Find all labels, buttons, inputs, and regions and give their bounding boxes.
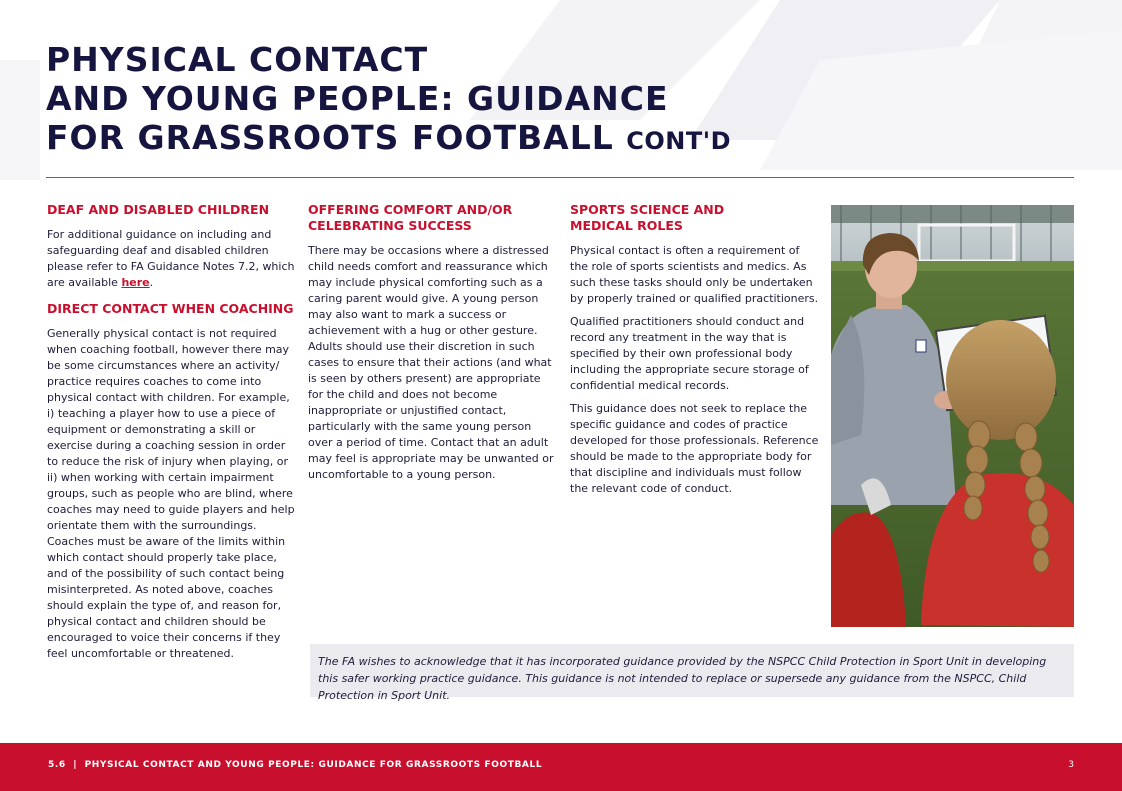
title-suffix: CONT'D bbox=[626, 127, 732, 155]
title-line-2: AND YOUNG PEOPLE: GUIDANCE bbox=[46, 79, 669, 118]
footer-bar bbox=[0, 743, 1122, 791]
footer-section-number: 5.6 bbox=[48, 760, 66, 770]
heading-direct-contact: DIRECT CONTACT WHEN COACHING bbox=[47, 301, 294, 316]
paragraph-sports-science-3: This guidance does not seek to replace the specific guidance and codes of practice developed for those professionals. Reference should be made to the appropriate body for that discipline and individuals must follow the relevant code of conduct. bbox=[570, 402, 819, 495]
coaching-photo bbox=[831, 205, 1074, 627]
title-line-3-main: FOR GRASSROOTS FOOTBALL bbox=[46, 118, 614, 157]
paragraph-sports-science-2: Qualified practitioners should conduct and record any treatment in the way that is specified by their own professional body including the appropriate secure storage of confidential medical records. bbox=[570, 315, 809, 392]
paragraph-deaf-disabled bbox=[47, 227, 297, 291]
footer-title bbox=[48, 760, 542, 770]
page-number: 3 bbox=[1068, 760, 1074, 770]
paragraph-sports-science-1: Physical contact is often a requirement of the role of sports scientists and medics. As such these tasks should only be undertaken by properly trained or qualified practitioners. bbox=[570, 244, 819, 305]
coaching-photo-illustration bbox=[831, 205, 1074, 627]
heading-sports-science-line-1: SPORTS SCIENCE AND bbox=[570, 202, 725, 217]
column-2 bbox=[308, 202, 558, 490]
acknowledgement-box: The FA wishes to acknowledge that it has incorporated guidance provided by the NSPCC Child Protection in Sport Unit in developing this safer working practice guidance. This guidance is not intended to replace or supersede any guidance from the NSPCC, Child Protection in Sport Unit. bbox=[310, 644, 1074, 697]
here-link[interactable]: here bbox=[121, 276, 150, 289]
paragraph-deaf-disabled-end: . bbox=[149, 276, 154, 289]
title-line-3 bbox=[46, 118, 731, 161]
column-1 bbox=[47, 202, 297, 669]
title-line-1: PHYSICAL CONTACT bbox=[46, 40, 429, 79]
column-3 bbox=[570, 202, 820, 504]
heading-deaf-disabled: DEAF AND DISABLED CHILDREN bbox=[47, 202, 270, 217]
heading-offering-comfort-line-2: CELEBRATING SUCCESS bbox=[308, 218, 472, 233]
heading-offering-comfort-line-1: OFFERING COMFORT AND/OR bbox=[308, 202, 513, 217]
page-title bbox=[46, 40, 731, 161]
paragraph-direct-contact: Generally physical contact is not required when coaching football, however there may be some circumstances where an activity/ practice requires coaches to come into physical contact with children. For example, i) teaching a player how to use a piece of equipment or demonstrating a skill or exercise during a coaching session in order to reduce the risk of injury when playing, or ii) when working with certain impairment groups, such as people who are blind, where coaches may need to guide players and help orientate them with the surroundings. Coaches must be aware of the limits within which contact should properly take place, and of the possibility of such contact being misinterpreted. As noted above, coaches should explain the type of, and reason for, physical contact and children should be encouraged to voice their concerns if they feel uncomfortable or threatened. bbox=[47, 327, 295, 660]
footer-separator: | bbox=[73, 760, 78, 770]
paragraph-deaf-disabled-text: For additional guidance on including and safeguarding deaf and disabled children please refer to FA Guidance Notes 7.2, which are available bbox=[47, 228, 295, 289]
footer-section-title: PHYSICAL CONTACT AND YOUNG PEOPLE: GUIDANCE FOR GRASSROOTS FOOTBALL bbox=[84, 760, 543, 770]
title-divider bbox=[46, 177, 1074, 178]
heading-offering-comfort bbox=[308, 202, 558, 234]
heading-sports-science-line-2: MEDICAL ROLES bbox=[570, 218, 683, 233]
paragraph-offering-comfort: There may be occasions where a distressed child needs comfort and reassurance which may include physical comforting such as a caring parent would give. A young person may also want to mark a success or achievement with a hug or other gesture. Adults should use their discretion in such cases to ensure that their actions (and what is seen by others present) are appropriate for the child and does not become inappropriate or unjustified contact, particularly with the same young person over a period of time. Contact that an adult may feel is appropriate may be unwanted or uncomfortable to a young person. bbox=[308, 244, 554, 481]
heading-sports-science bbox=[570, 202, 820, 234]
